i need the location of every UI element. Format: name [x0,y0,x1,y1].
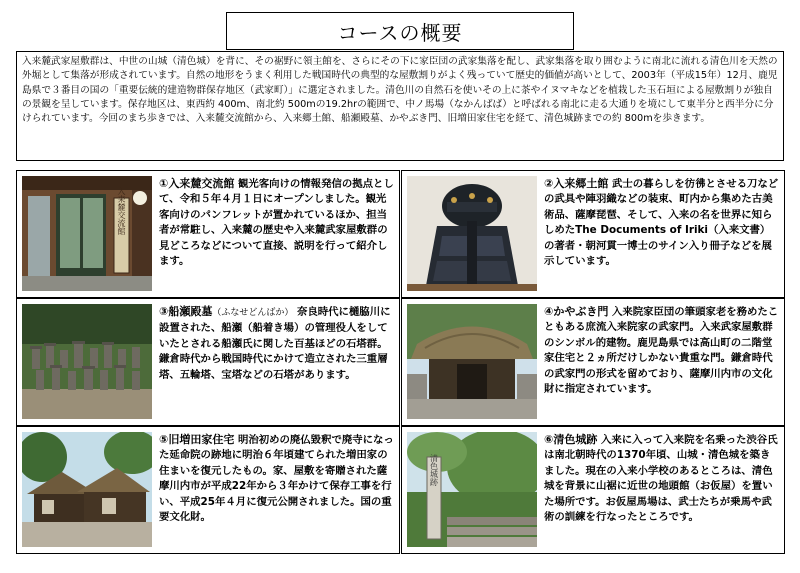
card-body: 武士の暮らしを彷彿とさせる刀などの武具や陣羽織などの装束、町内から集めた古美術品、薩摩琵琶、そして、入来の名を世界に知らしめたThe Documents of Iriki（入来文書）の著者・朝河貫一博士のサイン入り冊子などを展示しています。 [544,178,779,268]
card-title: ①入来麓交流館 [159,177,235,190]
photo-funasedonbaka [22,304,152,419]
card-kayabukimon [401,298,785,426]
card-reading: （ふなせどんばか） [212,308,294,318]
card-body: 入来に入って入来院を名乗った渋谷氏は南北朝時代の1370年頃、山城・清色城を築きました。現在の入来小学校のあるところは、清色城を背景に山裾に近世の地頭館（お仮屋）を置いた場所です。お仮屋馬場は、武士たちが乗馬や武術の訓練を行なったところです。 [544,434,778,524]
svg-text:清色城跡: 清色城跡 [429,454,439,486]
card-body: 入来院家臣団の筆頭家老を務めたこともある庶流入来院家の武家門。入来武家屋敷群のシンボル的建物。鹿児島県では高山町の二階堂家住宅と２ヵ所だけしかない貴重な門。鎌倉時代の武家門の形式を留めており、薩摩川内市の文化財に指定されています。 [544,306,779,396]
card-kouryukan [16,170,400,298]
page-title: コースの概要 [226,12,574,50]
photo-kiyoshikijo [407,432,537,547]
card-kiyoshikijo [401,426,785,554]
photo-masudake [22,432,152,547]
card-text [159,432,395,550]
card-title: ②入来郷土館 [544,177,609,190]
card-funasedonbaka [16,298,400,426]
svg-text:入来麓交流館: 入来麓交流館 [117,187,126,235]
card-masudake [16,426,400,554]
photo-kyodokan [407,176,537,291]
card-text [544,304,780,422]
card-text [159,304,395,422]
card-text [544,432,780,550]
card-title: ⑤旧増田家住宅 [159,433,235,446]
card-title: ④かやぶき門 [544,305,609,318]
card-title: ③船瀬殿墓 [159,305,213,318]
card-body: 明治初めの廃仏毀釈で廃寺になった延命院の跡地に明治６年頃建てられた増田家の住まいを復元したもの。家、屋敷を寄贈された薩摩川内市が平成22年から３年かけて保存工事を行い、平成25年４月に復元公開されました。国の重要文化財。 [159,434,394,524]
photo-kayabukimon [407,304,537,419]
card-text [159,176,395,294]
intro-text: 入来麓武家屋敷群は、中世の山城（清色城）を背に、その裾野に領主館を、さらにその下に家臣団の武家集落を配し、武家集落を取り囲むように南北に流れる清色川を天然の外堀として集落が形成されています。自然の地形をうまく利用した戦国時代の典型的な屋敷割りがよく残っていて歴史的価値が高いとして、2003年（平成15年）12月、鹿児島県で３番目の国の「重要伝統的建造物群保存地区（武家町）」に選定されました。清色川の自然石を使いその上に茶やイヌマキなどを植栽した玉石垣による屋敷割りが独自の景観を呈しています。保存地区は、東西約 400m、南北約 500mの19.2hrの範囲で、中ノ馬場（なかんばば）と呼ばれる南北に走る大通りを境にして東半分と西半分に分けられています。今回のまち歩きでは、入来麓交流館から、入来郷土館、船瀬殿墓、かやぶき門、旧増田家住宅を経て、清色城跡までの約 800mを歩きます。 [16,51,784,161]
card-kyodokan [401,170,785,298]
card-body: 奈良時代に樋脇川に設置された、船瀬（船着き場）の管理役人をしていたとされる船瀬氏に関した百基ほどの石塔群。鎌倉時代から戦国時代にかけて造立された三重層塔、五輪塔、宝塔などの石塔があります。 [159,306,391,381]
card-body: 観光客向けの情報発信の拠点として、令和５年４月１日にオープンしました。観光客向けのパンフレットが置かれているほか、担当者が常駐し、入来麓の歴史や入来麓武家屋敷群の見どころなどについて直接、説明を行って紹介します。 [159,178,394,268]
card-title: ⑥清色城跡 [544,433,598,446]
card-text [544,176,780,294]
photo-kouryukan [22,176,152,291]
